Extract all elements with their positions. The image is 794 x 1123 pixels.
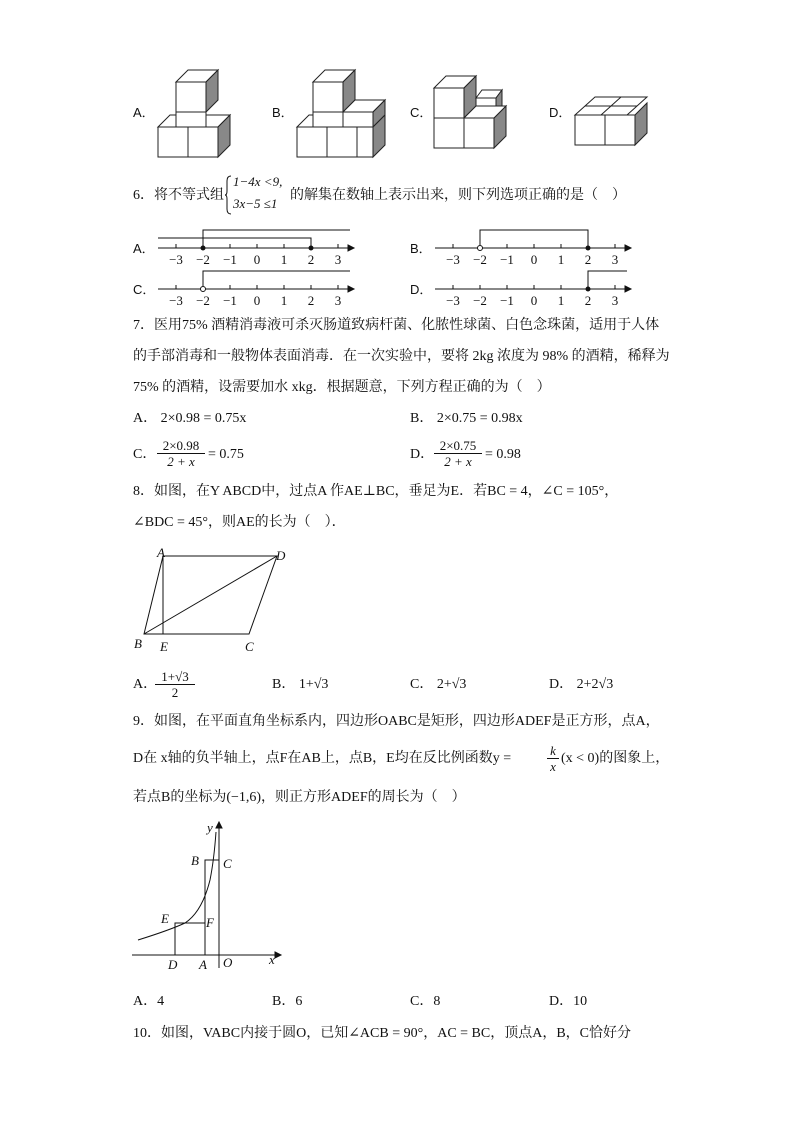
number-line-tick-label: −1 (500, 252, 514, 267)
q8-label-a: A (157, 545, 165, 560)
number-line-tick-label: −2 (196, 293, 210, 308)
q6-inequality-2: 3x−5 ≤1 (233, 196, 278, 211)
q9-line-2-suffix: (x < 0)的图象上， (561, 751, 670, 766)
q6-brace-icon (225, 175, 233, 215)
q8-label-d: D (276, 548, 286, 563)
number-line-tick-label: −2 (196, 252, 210, 267)
q6-option-a-label: A． (133, 241, 155, 256)
number-line-tick-label: 1 (280, 293, 288, 308)
q9-label-y: y (207, 820, 213, 835)
q7-option-d-fraction (434, 438, 482, 469)
q8-option-a-fraction (155, 669, 195, 700)
q7-line-2: 的手部消毒和一般物体表面消毒．在一次实验中，要将 2kg 浓度为 98% 的酒精，稀释为 (133, 349, 670, 364)
q7-option-c-rhs: = 0.75 (208, 447, 244, 462)
q7-option-d-rhs: = 0.98 (485, 447, 521, 462)
number-line-tick-label: −1 (223, 293, 237, 308)
number-line-tick-label: 0 (530, 252, 538, 267)
q9-line-2-prefix: D在 x轴的负半轴上，点F在AB上，点B，E均在反比例函数y = (133, 751, 512, 766)
q10-line-1: 10．如图，VABC内接于圆O，已知∠ACB = 90°，AC = BC，顶点A，B，C恰好分 (133, 1026, 632, 1041)
q9-label-b: B (191, 853, 199, 868)
q7-option-a: A． 2×0.98 = 0.75x (133, 411, 247, 426)
q8-option-c: C． 2+√3 (410, 677, 467, 692)
q6-stem-prefix: 6．将不等式组 (133, 188, 224, 203)
q9-line-1: 9．如图，在平面直角坐标系内，四边形OABC是矩形，四边形ADEF是正方形，点A， (133, 714, 660, 729)
q8-label-c: C (245, 639, 254, 654)
q9-k-over-x-fraction (547, 743, 559, 774)
number-line-tick-label: 3 (611, 252, 619, 267)
number-line-tick-label: 1 (557, 252, 565, 267)
number-line-tick-label: 0 (530, 293, 538, 308)
number-line-tick-label: −3 (169, 293, 183, 308)
number-line-tick-label: 3 (334, 293, 342, 308)
q6-option-b-label: B． (410, 241, 432, 256)
q6-stem-suffix: 的解集在数轴上表示出来，则下列选项正确的是（ ） (290, 188, 626, 203)
q7-option-d-label: D． (410, 447, 435, 462)
q9-fraction-numerator: k (550, 743, 556, 758)
q8-option-a-numerator: 1+√3 (161, 669, 189, 684)
q9-option-b: B．6 (272, 994, 303, 1009)
q6-inequality-1: 1−4x <9, (233, 174, 283, 189)
number-line-tick-label: 2 (584, 252, 592, 267)
q7-line-1: 7．医用75% 酒精消毒液可杀灭肠道致病杆菌、化脓性球菌、白色念珠菌，适用于人体 (133, 318, 660, 333)
number-line-tick-label: 3 (334, 252, 342, 267)
q7-option-b: B． 2×0.75 = 0.98x (410, 411, 523, 426)
q7-option-d-numerator: 2×0.75 (439, 438, 477, 453)
q5-option-a-label: A． (133, 105, 155, 120)
q9-label-o: O (223, 955, 233, 970)
q5-cube-figure-d (573, 95, 653, 155)
number-line-tick-label: −1 (500, 293, 514, 308)
q7-option-c-label: C． (133, 447, 157, 462)
number-line-tick-label: −1 (223, 252, 237, 267)
q9-option-a: A．4 (133, 994, 165, 1009)
q9-label-c: C (223, 856, 232, 871)
number-line-tick-label: −3 (169, 252, 183, 267)
number-line-tick-label: 2 (307, 293, 315, 308)
q7-option-c-denominator: 2 + x (157, 453, 205, 469)
q9-coordinate-figure (130, 820, 290, 970)
q8-label-e: E (160, 639, 168, 654)
q8-option-d: D． 2+2√3 (549, 677, 614, 692)
q9-fraction-denominator: x (547, 758, 559, 774)
q7-option-d-denominator: 2 + x (434, 453, 482, 469)
number-line-tick-label: 3 (611, 293, 619, 308)
q9-label-f: F (206, 915, 214, 930)
q8-label-b: B (134, 636, 142, 651)
q9-line-3: 若点B的坐标为(−1,6)，则正方形ADEF的周长为（ ） (133, 790, 466, 805)
q5-cube-figure-c (432, 60, 522, 160)
q9-option-c: C．8 (410, 994, 441, 1009)
q8-option-b: B． 1+√3 (272, 677, 329, 692)
q9-label-e: E (161, 911, 169, 926)
number-line-tick-label: −2 (473, 252, 487, 267)
q8-line-2: ∠BDC = 45°，则AE的长为（ ）． (133, 515, 346, 530)
q8-option-a-label: A． (133, 677, 158, 692)
q9-label-d: D (168, 957, 178, 972)
q5-option-b-label: B． (272, 105, 294, 120)
number-line-tick-label: 2 (584, 293, 592, 308)
number-line-tick-label: −3 (446, 252, 460, 267)
q9-label-a: A (199, 957, 207, 972)
q8-line-1: 8．如图，在Y ABCD中，过点A 作AE⊥BC，垂足为E．若BC = 4，∠C = 105°， (133, 484, 619, 499)
q8-option-a-denominator: 2 (155, 684, 195, 700)
number-line-tick-label: 0 (253, 252, 261, 267)
q5-option-c-label: C． (410, 105, 433, 120)
number-line-tick-label: 2 (307, 252, 315, 267)
q8-parallelogram-figure (130, 545, 290, 655)
number-line-tick-label: −2 (473, 293, 487, 308)
q7-line-3: 75% 的酒精，设需要加水 xkg．根据题意，下列方程正确的为（ ） (133, 380, 551, 395)
q9-label-x: x (269, 952, 275, 967)
q5-cube-figure-a (156, 60, 236, 160)
q7-option-c-numerator: 2×0.98 (162, 438, 200, 453)
q5-option-d-label: D． (549, 105, 572, 120)
number-line-tick-label: 1 (557, 293, 565, 308)
number-line-tick-label: 0 (253, 293, 261, 308)
number-line-tick-label: −3 (446, 293, 460, 308)
q6-option-c-label: C． (133, 282, 156, 297)
q9-option-d: D．10 (549, 994, 588, 1009)
q6-option-d-label: D． (410, 282, 433, 297)
q5-cube-figure-b (295, 60, 395, 160)
q7-option-c-fraction (157, 438, 205, 469)
number-line-tick-label: 1 (280, 252, 288, 267)
